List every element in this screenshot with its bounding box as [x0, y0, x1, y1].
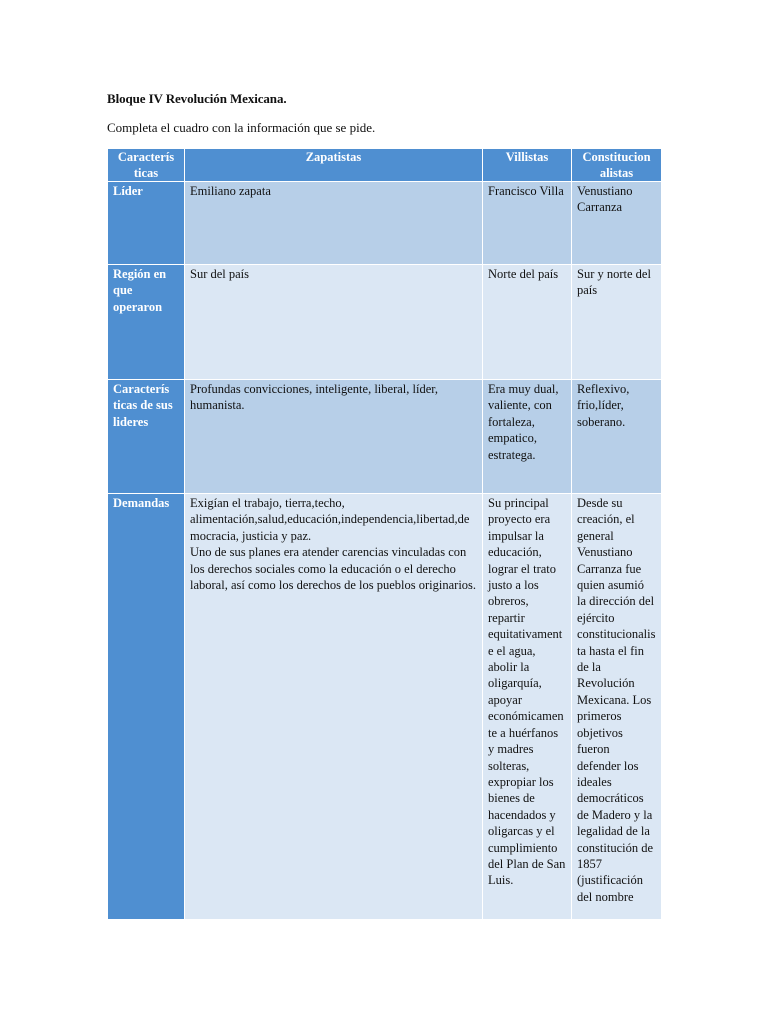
cell-villistas: Su principal proyecto era impulsar la educación, lograr el trato justo a los obreros, repartir equitativamente el agua, abolir la oligarquía, apoyar económicamente a huérfanos y madres solteras, expropiar los bienes de hacendados y oligarcas y el cumplimiento del Plan de San Luis. — [483, 494, 572, 920]
row-label: Región en que operaron — [108, 265, 185, 380]
cell-villistas: Era muy dual, valiente, con fortaleza, empatico, estratega. — [483, 380, 572, 494]
cell-constitucionalistas: Sur y norte del país — [572, 265, 662, 380]
row-label: Caracterís ticas de sus lideres — [108, 380, 185, 494]
header-zapatistas: Zapatistas — [185, 149, 483, 182]
table-row — [108, 494, 662, 920]
document-title: Bloque IV Revolución Mexicana. — [107, 91, 287, 106]
row-label: Demandas — [108, 494, 185, 920]
table-row — [108, 182, 662, 265]
table-row — [108, 265, 662, 380]
cell-zapatistas: Exigían el trabajo, tierra,techo, alimentación,salud,educación,independencia,libertad,democracia, justicia y paz. Uno de sus planes era atender carencias vinculadas con los derechos sociales como la educación o el derecho laboral, así como los derechos de los pueblos originarios. — [185, 494, 483, 920]
cell-constitucionalistas: Venustiano Carranza — [572, 182, 662, 265]
cell-zapatistas: Emiliano zapata — [185, 182, 483, 265]
instruction-text: Completa el cuadro con la información que se pide. — [107, 120, 376, 135]
header-caracteristicas: Caracterís ticas — [108, 149, 185, 182]
cell-villistas: Francisco Villa — [483, 182, 572, 265]
cell-villistas: Norte del país — [483, 265, 572, 380]
cell-constitucionalistas: Reflexivo, frio,líder, soberano. — [572, 380, 662, 494]
table-header-row — [108, 149, 662, 182]
cell-zapatistas: Sur del país — [185, 265, 483, 380]
cell-zapatistas: Profundas convicciones, inteligente, liberal, líder, humanista. — [185, 380, 483, 494]
header-villistas: Villistas — [483, 149, 572, 182]
cell-constitucionalistas: Desde su creación, el general Venustiano Carranza fue quien asumió la dirección del ejército constitucionalista hasta el fin de la Revolución Mexicana. Los primeros objetivos fueron defender los ideales democráticos de Madero y la legalidad de la constitución de 1857 (justificación del nombre — [572, 494, 662, 920]
header-constitucionalistas: Constitucion alistas — [572, 149, 662, 182]
revolution-table — [107, 148, 662, 920]
table-row — [108, 380, 662, 494]
row-label: Líder — [108, 182, 185, 265]
